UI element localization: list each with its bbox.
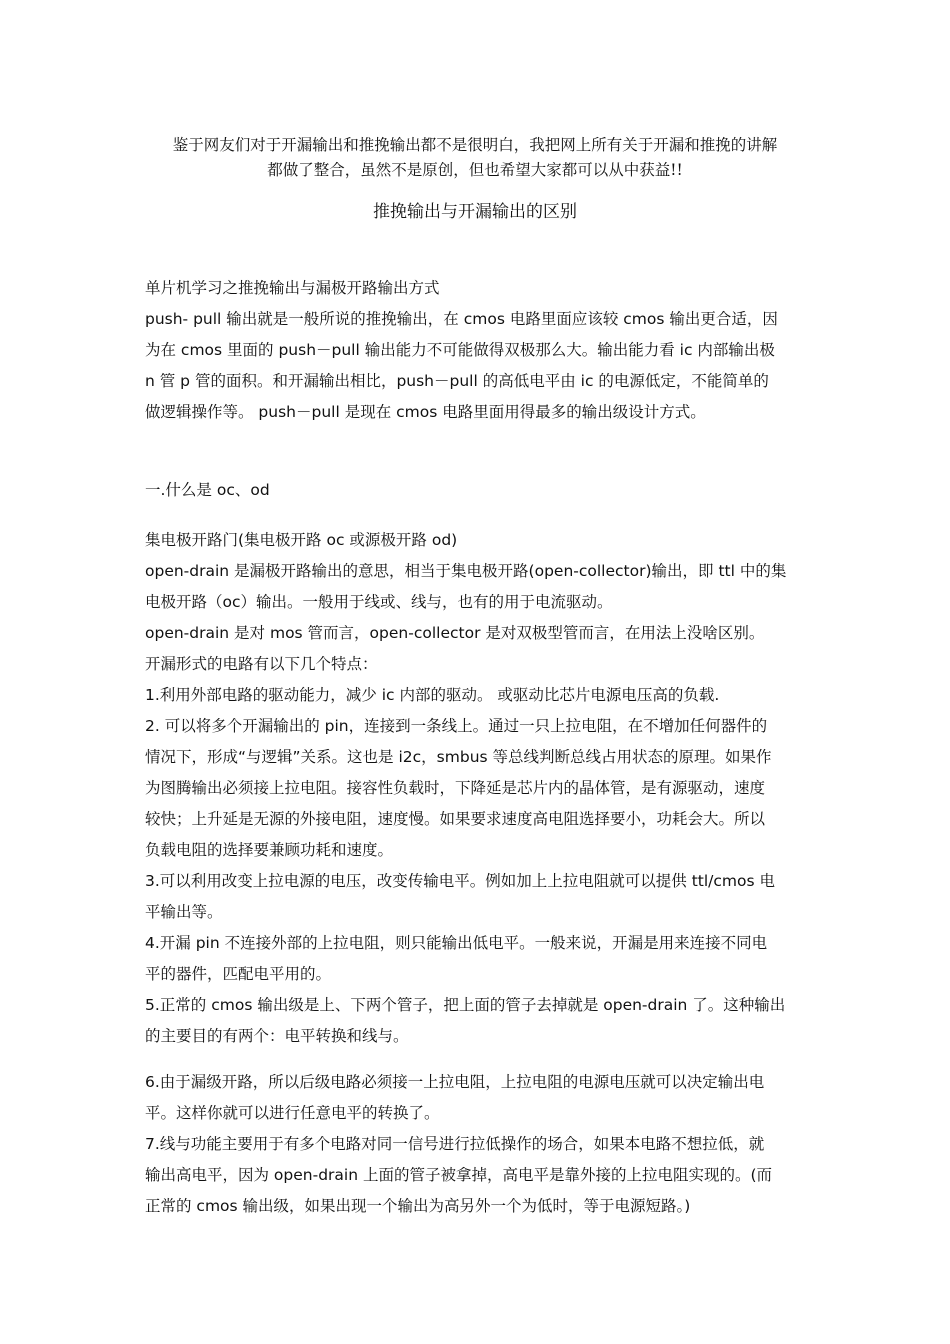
- text-line: 为在 cmos 里面的 push－pull 输出能力不可能做得双极那么大。输出能力看 ic 内部输出极: [145, 341, 775, 359]
- article-subtitle: 单片机学习之推挽输出与漏极开路输出方式: [145, 279, 440, 297]
- text-line: 正常的 cmos 输出级，如果出现一个输出为高另外一个为低时，等于电源短路。): [145, 1197, 691, 1215]
- text-line: 为图腾输出必须接上拉电阻。接容性负载时，下降延是芯片内的晶体管，是有源驱动，速度: [145, 779, 766, 797]
- text-line: 6.由于漏级开路，所以后级电路必须接一上拉电阻，上拉电阻的电源电压就可以决定输出电: [145, 1073, 765, 1091]
- intro-line-2: 都做了整合，虽然不是原创，但也希望大家都可以从中获益!!: [267, 161, 683, 179]
- text-line: 3.可以利用改变上拉电源的电压，改变传输电平。例如加上上拉电阻就可以提供 ttl/cmos 电: [145, 872, 776, 890]
- document-title: 推挽输出与开漏输出的区别: [373, 202, 577, 222]
- intro-note: [120, 133, 830, 183]
- text-line: 平的器件，匹配电平用的。: [145, 965, 332, 983]
- text-line: push- pull 输出就是一般所说的推挽输出，在 cmos 电路里面应该较 cmos 输出更合适，因: [145, 310, 778, 328]
- section-body-part-1: [145, 525, 809, 1052]
- text-line: 5.正常的 cmos 输出级是上、下两个管子，把上面的管子去掉就是 open-drain 了。这种输出: [145, 996, 786, 1014]
- text-line: open-drain 是对 mos 管而言，open-collector 是对双极型管而言，在用法上没啥区别。: [145, 624, 765, 642]
- text-line: 2. 可以将多个开漏输出的 pin，连接到一条线上。通过一只上拉电阻，在不增加任何器件的: [145, 717, 768, 735]
- section-body-part-2: [145, 1067, 809, 1222]
- text-line: 4.开漏 pin 不连接外部的上拉电阻，则只能输出低电平。一般来说，开漏是用来连接不同电: [145, 934, 768, 952]
- text-line: 做逻辑操作等。 push－pull 是现在 cmos 电路里面用得最多的输出级设计方式。: [145, 403, 706, 421]
- text-line: 平。这样你就可以进行任意电平的转换了。: [145, 1104, 440, 1122]
- section-heading-oc-od: 一.什么是 oc、od: [145, 481, 270, 499]
- text-line: open-drain 是漏极开路输出的意思，相当于集电极开路(open-collector)输出，即 ttl 中的集: [145, 562, 787, 580]
- text-line: 7.线与功能主要用于有多个电路对同一信号进行拉低操作的场合，如果本电路不想拉低，就: [145, 1135, 765, 1153]
- text-line: 的主要目的有两个：电平转换和线与。: [145, 1027, 409, 1045]
- text-line: 1.利用外部电路的驱动能力，减少 ic 内部的驱动。 或驱动比芯片电源电压高的负载.: [145, 686, 720, 704]
- text-line: 平输出等。: [145, 903, 223, 921]
- paragraph-push-pull: [145, 304, 809, 428]
- text-line: 较快；上升延是无源的外接电阻，速度慢。如果要求速度高电阻选择要小，功耗会大。所以: [145, 810, 766, 828]
- text-line: 开漏形式的电路有以下几个特点：: [145, 655, 378, 673]
- text-line: 电极开路（oc）输出。一般用于线或、线与，也有的用于电流驱动。: [145, 593, 613, 611]
- text-line: n 管 p 管的面积。和开漏输出相比，push－pull 的高低电平由 ic 的电源低定，不能简单的: [145, 372, 769, 390]
- text-line: 集电极开路门(集电极开路 oc 或源极开路 od): [145, 531, 458, 549]
- text-line: 输出高电平，因为 open-drain 上面的管子被拿掉，高电平是靠外接的上拉电阻实现的。(而: [145, 1166, 773, 1184]
- text-line: 情况下，形成“与逻辑”关系。这也是 i2c，smbus 等总线判断总线占用状态的原理。如果作: [145, 748, 772, 766]
- text-line: 负载电阻的选择要兼顾功耗和速度。: [145, 841, 394, 859]
- intro-line-1: 鉴于网友们对于开漏输出和推挽输出都不是很明白，我把网上所有关于开漏和推挽的讲解: [172, 136, 778, 154]
